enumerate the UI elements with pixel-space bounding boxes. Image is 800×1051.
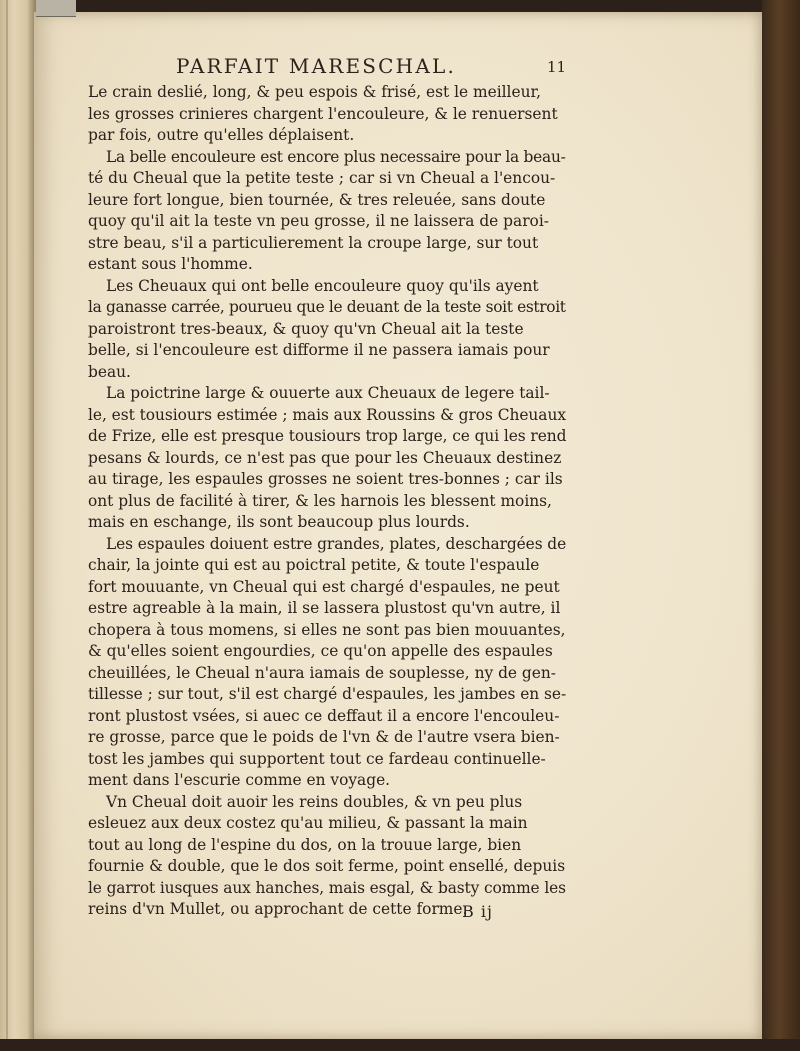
text-line: stre beau, s'il a particulierement la croupe large, sur tout [88,233,539,252]
text-line: estre agreable à la main, il se lassera plustost qu'vn autre, il [88,599,561,617]
paragraph-first-line: La poictrine large & ouuerte aux Cheuaux de legere tail- [106,384,550,402]
text-line: cheuillées, le Cheual n'aura iamais de souplesse, ny de gen- [88,663,557,682]
scan-bottom-border [0,1039,800,1051]
text-line: ment dans l'escurie comme en voyage. [88,771,391,789]
text-line: Le crain deslié, long, & peu espois & frisé, est le meilleur, [88,83,542,101]
text-line: & qu'elles soient engourdies, ce qu'on appelle des espaules [88,642,553,660]
text-line: chair, la jointe qui est au poictral petite, & toute l'espaule [88,556,540,574]
text-line: beau. [88,362,131,381]
text-line: le garrot iusques aux hanches, mais esgal, & basty comme les [88,878,566,897]
text-line: tost les jambes qui supportent tout ce fardeau continuelle- [88,749,546,768]
text-line: ront plustost vsées, si auec ce deffaut il a encore l'encouleu- [88,706,560,725]
book-spine [762,0,800,1051]
text-line: té du Cheual que la petite teste ; car si vn Cheual a l'encou- [88,169,556,187]
paragraph-first-line: Vn Cheual doit auoir les reins doubles, & vn peu plus [106,792,523,811]
text-line: tillesse ; sur tout, s'il est chargé d'espaules, les jambes en se- [88,685,567,703]
facing-page-edge [0,0,36,1051]
text-line: fort mouuante, vn Cheual qui est chargé d'espaules, ne peut [88,577,560,596]
paragraph-first-line: La belle encouleure est encore plus necessaire pour la beau- [106,147,566,166]
text-line: quoy qu'il ait la teste vn peu grosse, il ne laissera de paroi- [88,212,549,230]
body-text [88,82,568,921]
signature-mark: B ij [462,902,493,921]
text-line: chopera à tous momens, si elles ne sont pas bien mouuantes, [88,620,566,639]
text-line: pesans & lourds, ce n'est pas que pour les Cheuaux destinez [88,448,562,467]
text-line: tout au long de l'espine du dos, on la trouue large, bien [88,835,522,854]
text-line: paroistront tres-beaux, & quoy qu'vn Cheual ait la teste [88,319,524,338]
text-line: au tirage, les espaules grosses ne soient tres-bonnes ; car ils [88,470,563,488]
text-line: esleuez aux deux costez qu'au milieu, & passant la main [88,814,528,832]
text-line: les grosses crinieres chargent l'encouleure, & le renuersent [88,104,558,123]
paragraph-first-line: Les espaules doiuent estre grandes, plates, deschargées de [106,534,567,553]
text-line: de Frize, elle est presque tousiours trop large, ce qui les rend [88,427,567,445]
paragraph-first-line: Les Cheuaux qui ont belle encouleure quoy qu'ils ayent [106,276,539,295]
page-clip [36,0,76,17]
text-line: mais en eschange, ils sont beaucoup plus lourds. [88,513,470,531]
text-line: estant sous l'homme. [88,255,253,273]
text-line: reins d'vn Mullet, ou approchant de cette forme. [88,900,468,918]
text-line: leure fort longue, bien tournée, & tres releuée, sans doute [88,190,546,209]
text-line: le, est tousiours estimée ; mais aux Roussins & gros Cheuaux [88,405,566,424]
text-line: ont plus de facilité à tirer, & les harnois les blessent moins, [88,491,552,510]
text-line: la ganasse carrée, pourueu que le deuant de la teste soit estroit [88,298,566,316]
text-line: par fois, outre qu'elles déplaisent. [88,126,355,144]
text-line: belle, si l'encouleure est difforme il ne passera iamais pour [88,341,550,359]
text-line: fournie & double, que le dos soit ferme, point ensellé, depuis [88,857,566,875]
page-number: 11 [547,58,567,76]
running-head: PARFAIT MARESCHAL. [176,54,457,78]
text-line: re grosse, parce que le poids de l'vn & de l'autre vsera bien- [88,728,560,746]
